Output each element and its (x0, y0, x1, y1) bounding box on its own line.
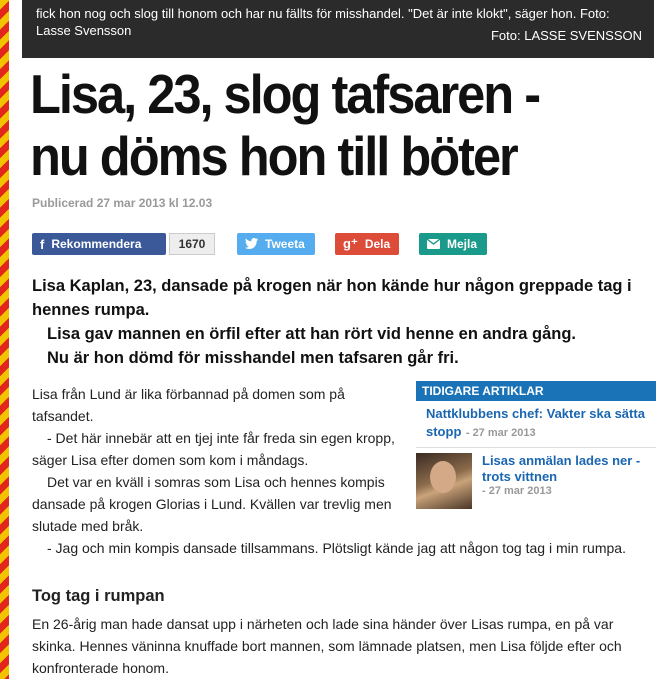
lead-paragraph-2: Lisa gav mannen en örfil efter att han rört vid henne en andra gång. (47, 325, 577, 343)
facebook-icon: f (40, 236, 45, 252)
share-bar (32, 233, 487, 255)
body-paragraph-3: Det var en kväll i somras som Lisa och hennes kompis dansade på krogen Glorias i Lund. Kvällen var trevlig men slutade med bråk. (32, 474, 392, 534)
related-article (416, 401, 656, 448)
related-article-link[interactable]: Nattklubbens chef: Vakter ska sätta stopp (426, 406, 645, 439)
related-articles-heading: TIDIGARE ARTIKLAR (416, 381, 656, 401)
gplus-label: Dela (364, 237, 391, 251)
section-stripe (0, 0, 9, 679)
article-headline (30, 63, 600, 187)
publish-date: Publicerad 27 mar 2013 kl 12.03 (32, 196, 213, 210)
related-article-date: - 27 mar 2013 (482, 485, 552, 497)
body-paragraph-4: - Jag och min kompis dansade tillsammans. Plötsligt kände jag att någon tog tag i min rumpa. (47, 540, 626, 556)
tweet-label: Tweeta (265, 237, 305, 251)
facebook-count: 1670 (169, 233, 215, 255)
related-article-link[interactable]: Lisas anmälan lades ner - trots vittnen (482, 453, 641, 484)
stripe-gap (9, 0, 13, 679)
headline-line-1: Lisa, 23, slog tafsaren - (30, 63, 540, 125)
section-subheading: Tog tag i rumpan (32, 587, 165, 605)
body-paragraph-5: En 26-årig man hade dansat upp i närheten och lade sina händer över Lisas rumpa, en på var skinka. Hennes väninna knuffade bort mannen, som lämnade platsen, men Lisa följde efter och konfronterade honom. (32, 616, 622, 676)
body-paragraph-1: Lisa från Lund är lika förbannad på domen som på tafsandet. (32, 386, 345, 424)
mail-envelope-icon (427, 237, 440, 252)
google-plus-icon: g⁺ (343, 236, 358, 251)
article-body-continued (32, 613, 637, 679)
facebook-label: Rekommendera (51, 237, 142, 251)
photo-credit: Foto: LASSE SVENSSON (490, 28, 642, 43)
lead-paragraph-1: Lisa Kaplan, 23, dansade på krogen när hon kände hur någon greppade tag i hennes rumpa. (32, 277, 632, 319)
caption-credit-left: Lasse Svensson (36, 23, 132, 38)
caption-text: fick hon nog och slog till honom och har nu fällts för misshandel. "Det är inte klokt", säger hon. Foto: (36, 6, 610, 21)
related-article-date: - 27 mar 2013 (465, 427, 536, 439)
body-paragraph-2: - Det här innebär att en tjej inte får freda sin egen kropp, säger Lisa efter domen som kom i måndags. (32, 430, 395, 468)
lead-paragraph-3: Nu är hon dömd för misshandel men tafsaren går fri. (47, 349, 459, 367)
related-article-thumbnail[interactable] (416, 453, 472, 509)
related-articles (416, 381, 656, 509)
tweet-button[interactable] (237, 233, 315, 255)
mail-share-button[interactable] (419, 233, 487, 255)
photo-caption (22, 0, 654, 58)
google-plus-share-button[interactable] (335, 233, 399, 255)
headline-line-2: nu döms hon till böter (30, 125, 517, 187)
facebook-recommend-button[interactable] (32, 233, 166, 255)
article-lead (32, 274, 647, 370)
related-article (416, 448, 656, 509)
mail-label: Mejla (447, 237, 478, 251)
twitter-bird-icon (245, 237, 258, 252)
